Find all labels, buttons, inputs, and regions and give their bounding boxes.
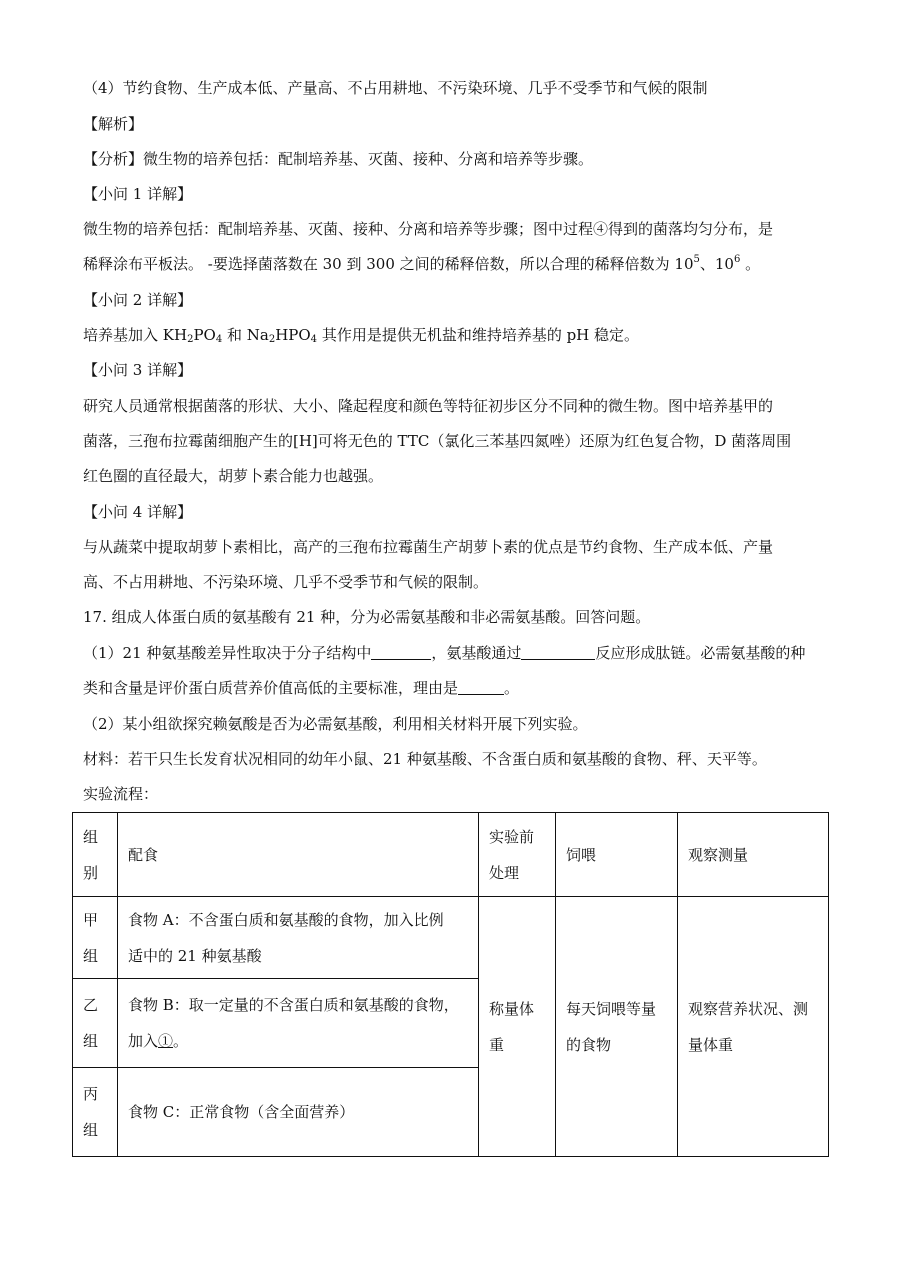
- header-group: [73, 813, 118, 897]
- pre-l2: 重: [489, 1035, 505, 1054]
- feeding: [556, 897, 678, 1157]
- q4-heading: 【小问 4 详解】: [83, 503, 193, 521]
- q3-heading: 【小问 3 详解】: [83, 361, 193, 379]
- q17-part2: （2）某小组欲探究赖氨酸是否为必需氨基酸，利用相关材料开展下列实验。: [83, 715, 588, 733]
- diet-c: 食物 C：正常食物（含全面营养）: [118, 1068, 479, 1157]
- diet-a: [118, 897, 479, 979]
- header-diet: 配食: [118, 813, 479, 897]
- q17-p1d: 类和含量是评价蛋白质营养价值高低的主要标准，理由是: [83, 679, 459, 697]
- group-bing-l2: 组: [83, 1121, 99, 1139]
- header-pre-l1: 实验前: [489, 827, 535, 846]
- group-jia-l1: 甲: [83, 910, 99, 929]
- obs-l1: 观察营养状况、测: [688, 999, 809, 1018]
- header-group-l2: 别: [83, 863, 99, 882]
- q2-g: HPO: [275, 326, 311, 344]
- header-observe: 观察测量: [678, 813, 829, 897]
- q2-e: 和 Na: [222, 326, 269, 344]
- q2-d: 4: [215, 334, 223, 345]
- q1-heading: 【小问 1 详解】: [83, 185, 193, 203]
- table-row: [73, 897, 829, 979]
- analysis-heading: 【解析】: [83, 115, 144, 133]
- q4-line-1: 与从蔬菜中提取胡萝卜素相比，高产的三孢布拉霉菌生产胡萝卜素的优点是节约食物、生产成本低、产量: [83, 538, 774, 556]
- group-yi-l2: 组: [83, 1032, 99, 1050]
- q17-p1a: （1）21 种氨基酸差异性取决于分子结构中: [83, 644, 372, 662]
- group-yi-l1: 乙: [83, 996, 99, 1014]
- q17-p1c: 反应形成肽链。必需氨基酸的种: [595, 644, 806, 662]
- q1-line-1: 微生物的培养包括：配制培养基、灭菌、接种、分离和培养等步骤；图中过程④得到的菌落均匀分布，是: [83, 220, 774, 238]
- header-feed: 饲喂: [556, 813, 678, 897]
- q2-heading: 【小问 2 详解】: [83, 291, 193, 309]
- obs-l2: 量体重: [688, 1035, 734, 1054]
- q3-line-1: 研究人员通常根据菌落的形状、大小、隆起程度和颜色等特征初步区分不同种的微生物。图中培养基甲的: [83, 397, 774, 415]
- group-yi: [73, 979, 118, 1068]
- q2-h: 4: [310, 334, 318, 345]
- header-pre: [479, 813, 556, 897]
- q17-part1-line1: [83, 643, 830, 663]
- q2-line: [83, 325, 830, 345]
- q2-c: PO: [193, 326, 216, 344]
- q1-line-2: [83, 254, 830, 274]
- q2-i: 其作用是提供无机盐和维持培养基的 pH 稳定。: [317, 326, 640, 344]
- blank-marker-1: ①: [158, 1032, 174, 1050]
- q1-line-2-text: 稀释涂布平板法。 -要选择菌落数在 30 到 300 之间的稀释倍数，所以合理的稀释倍数为 10: [83, 255, 694, 273]
- experiment-table: [72, 812, 829, 1157]
- q2-b: 2: [187, 334, 194, 345]
- q1-end: 。: [740, 255, 761, 273]
- q2-f: 2: [268, 334, 276, 345]
- answer-blank-2[interactable]: [521, 643, 595, 660]
- answer-4: （4）节约食物、生产成本低、产量高、不占用耕地、不污染环境、几乎不受季节和气候的限制: [83, 79, 708, 97]
- q17-p1e: 。: [504, 679, 520, 697]
- exponent-6: 6: [733, 254, 741, 265]
- diet-a-l1: 食物 A：不含蛋白质和氨基酸的食物，加入比例: [128, 910, 444, 929]
- header-group-l1: 组: [83, 827, 99, 846]
- diet-b-l2c: 。: [173, 1032, 189, 1050]
- diet-b-l1: 食物 B：取一定量的不含蛋白质和氨基酸的食物，: [128, 996, 459, 1014]
- answer-blank-3[interactable]: [458, 678, 504, 695]
- q3-line-3: 红色圈的直径最大，胡萝卜素合能力也越强。: [83, 467, 384, 485]
- q2-a: 培养基加入 KH: [83, 326, 188, 344]
- q17-part1-line2: [83, 678, 830, 698]
- group-bing: [73, 1068, 118, 1157]
- pre-treatment: [479, 897, 556, 1157]
- pre-l1: 称量体: [489, 999, 535, 1018]
- feed-l2: 的食物: [566, 1035, 612, 1054]
- table-header-row: [73, 813, 829, 897]
- group-bing-l1: 丙: [83, 1085, 99, 1103]
- exponent-5: 5: [693, 254, 700, 265]
- header-pre-l2: 处理: [489, 863, 520, 882]
- q17-stem: 17. 组成人体蛋白质的氨基酸有 21 种，分为必需氨基酸和非必需氨基酸。回答问题。: [83, 608, 651, 626]
- q4-line-2: 高、不占用耕地、不污染环境、几乎不受季节和气候的限制。: [83, 573, 489, 591]
- diet-b-l2: [128, 1023, 468, 1059]
- observation: [678, 897, 829, 1157]
- answer-blank-1[interactable]: [371, 643, 431, 660]
- diet-b: [118, 979, 479, 1068]
- q1-sep: 、10: [699, 255, 734, 273]
- q17-p1b: ，氨基酸通过: [431, 644, 522, 662]
- diet-a-l2: 适中的 21 种氨基酸: [128, 946, 262, 965]
- q17-flow: 实验流程：: [83, 785, 159, 803]
- group-jia: [73, 897, 118, 979]
- feed-l1: 每天饲喂等量: [566, 999, 657, 1018]
- q17-material: 材料：若干只生长发育状况相同的幼年小鼠、21 种氨基酸、不含蛋白质和氨基酸的食物、秤、天平等。: [83, 750, 767, 768]
- analysis-text: 【分析】微生物的培养包括：配制培养基、灭菌、接种、分离和培养等步骤。: [83, 150, 594, 168]
- diet-b-l2a: 加入: [128, 1032, 159, 1050]
- group-jia-l2: 组: [83, 946, 99, 965]
- q3-line-2: 菌落，三孢布拉霉菌细胞产生的[H]可将无色的 TTC（氯化三苯基四氮唑）还原为红色复合物，D 菌落周围: [83, 432, 792, 450]
